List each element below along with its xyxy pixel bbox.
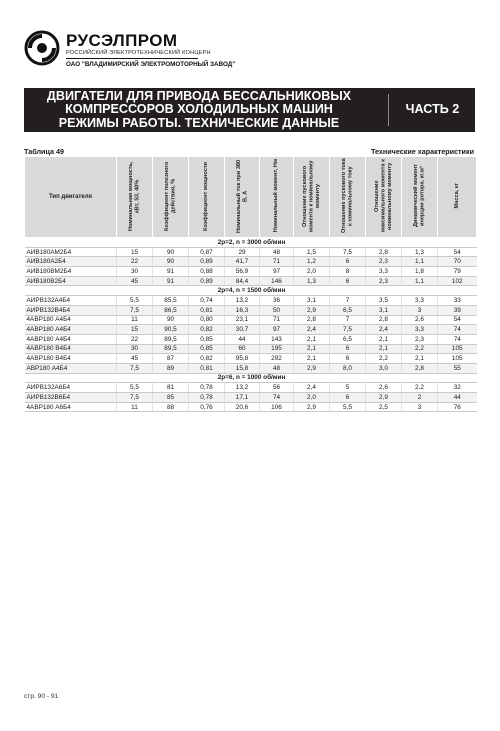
table-row	[25, 315, 477, 325]
cell-torque: 71	[260, 315, 294, 325]
header-torque: Номинальный момент, Нм	[260, 157, 294, 238]
cell-sc: 7,5	[330, 325, 366, 335]
header-power: Номинальная мощность, кВт, S3, 40%	[117, 157, 153, 238]
cell-type: АИРВ132В4Б4	[25, 305, 117, 315]
cell-mt: 2,8	[366, 315, 402, 325]
table-row	[25, 334, 477, 344]
cell-eff: 85,5	[153, 296, 189, 306]
cell-st: 2,9	[294, 402, 330, 412]
cell-type: АИВ180А2Б4	[25, 257, 117, 267]
cell-current: 41,7	[225, 257, 260, 267]
cell-pf: 0,88	[189, 267, 225, 277]
banner-title-line: РЕЖИМЫ РАБОТЫ. ТЕХНИЧЕСКИЕ ДАННЫЕ	[58, 115, 340, 130]
page-number: стр. 90 - 91	[24, 693, 59, 700]
cell-power: 30	[117, 344, 153, 354]
header-max-torque: Отношение максимального момента к номинальному моменту	[366, 157, 402, 238]
cell-in: 2,1	[402, 354, 438, 364]
cell-st: 2,1	[294, 344, 330, 354]
header-type: Тип двигателя	[25, 157, 117, 238]
cell-power: 22	[117, 334, 153, 344]
table-body	[25, 238, 477, 412]
cell-mt: 2,8	[366, 247, 402, 257]
cell-mt: 2,6	[366, 383, 402, 393]
cell-mass: 74	[438, 334, 477, 344]
cell-current: 15,8	[225, 363, 260, 373]
cell-eff: 88	[153, 402, 189, 412]
banner-title	[34, 90, 364, 130]
cell-mt: 2,3	[366, 257, 402, 267]
cell-torque: 195	[260, 344, 294, 354]
cell-power: 7,5	[117, 393, 153, 403]
cell-torque: 143	[260, 334, 294, 344]
cell-st: 2,1	[294, 334, 330, 344]
brand-name: РУСЭЛПРОМ	[66, 31, 178, 50]
cell-pf: 0,85	[189, 334, 225, 344]
cell-in: 3	[402, 305, 438, 315]
cell-mass: 32	[438, 383, 477, 393]
cell-sc: 5,5	[330, 402, 366, 412]
cell-mt: 2,4	[366, 325, 402, 335]
header-mass: Масса, кг	[438, 157, 477, 238]
cell-sc: 7	[330, 296, 366, 306]
table-row	[25, 325, 477, 335]
cell-in: 2,6	[402, 315, 438, 325]
title-banner	[24, 88, 475, 132]
cell-type: 4АВР180 В4Б4	[25, 344, 117, 354]
cell-torque: 36	[260, 296, 294, 306]
brand-divider	[66, 58, 198, 59]
cell-torque: 97	[260, 267, 294, 277]
cell-mass: 39	[438, 305, 477, 315]
table-caption: Таблица 49	[24, 147, 64, 156]
cell-pf: 0,87	[189, 247, 225, 257]
cell-pf: 0,80	[189, 315, 225, 325]
header-start-current: Отношение пускового тока к номинальному току	[330, 157, 366, 238]
cell-sc: 6,5	[330, 334, 366, 344]
header-start-torque: Отношение пускового момента к номинальному моменту	[294, 157, 330, 238]
table-row	[25, 344, 477, 354]
cell-sc: 7	[330, 315, 366, 325]
cell-st: 1,5	[294, 247, 330, 257]
cell-mt: 2,1	[366, 344, 402, 354]
cell-mass: 44	[438, 393, 477, 403]
cell-type: АВР180 А4Б4	[25, 363, 117, 373]
cell-in: 1,1	[402, 276, 438, 286]
cell-eff: 90	[153, 315, 189, 325]
cell-type: АИВ180ВМ2Б4	[25, 267, 117, 277]
cell-power: 11	[117, 315, 153, 325]
cell-eff: 85	[153, 393, 189, 403]
cell-type: АИРВ132А4Б4	[25, 296, 117, 306]
cell-mt: 3,0	[366, 363, 402, 373]
group-header-row	[25, 238, 477, 248]
table-row	[25, 267, 477, 277]
cell-pf: 0,85	[189, 344, 225, 354]
cell-st: 2,9	[294, 363, 330, 373]
cell-st: 1,3	[294, 276, 330, 286]
cell-current: 60	[225, 344, 260, 354]
table-row	[25, 257, 477, 267]
cell-pf: 0,89	[189, 276, 225, 286]
cell-current: 20,6	[225, 402, 260, 412]
cell-pf: 0,78	[189, 393, 225, 403]
table-row	[25, 247, 477, 257]
group-title: 2р=2, n = 3000 об/мин	[25, 238, 477, 248]
table-row	[25, 305, 477, 315]
cell-st: 2,4	[294, 325, 330, 335]
cell-power: 5,5	[117, 383, 153, 393]
cell-mass: 79	[438, 267, 477, 277]
ruselprom-logo-icon	[24, 30, 60, 66]
cell-in: 2,2	[402, 383, 438, 393]
cell-torque: 97	[260, 325, 294, 335]
group-title: 2р=4, n = 1500 об/мин	[25, 286, 477, 296]
table-row	[25, 296, 477, 306]
cell-mt: 2,5	[366, 402, 402, 412]
cell-st: 2,1	[294, 354, 330, 364]
cell-pf: 0,81	[189, 305, 225, 315]
cell-mass: 55	[438, 363, 477, 373]
cell-mt: 2,9	[366, 393, 402, 403]
cell-torque: 71	[260, 257, 294, 267]
cell-eff: 90	[153, 257, 189, 267]
cell-sc: 6	[330, 344, 366, 354]
banner-divider	[388, 94, 389, 126]
cell-torque: 50	[260, 305, 294, 315]
cell-type: 4АВР180 В4Б4	[25, 354, 117, 364]
cell-mass: 105	[438, 354, 477, 364]
header-current: Номинальный ток при 380 В, А	[225, 157, 260, 238]
cell-in: 1,8	[402, 267, 438, 277]
cell-current: 30,7	[225, 325, 260, 335]
cell-torque: 106	[260, 402, 294, 412]
table-header-row	[25, 157, 477, 238]
cell-type: 4АВР180 А4Б4	[25, 334, 117, 344]
table-row	[25, 402, 477, 412]
cell-mt: 2,3	[366, 276, 402, 286]
cell-power: 15	[117, 325, 153, 335]
table-row	[25, 363, 477, 373]
cell-torque: 48	[260, 363, 294, 373]
cell-st: 1,2	[294, 257, 330, 267]
cell-eff: 89,5	[153, 344, 189, 354]
cell-power: 11	[117, 402, 153, 412]
cell-power: 45	[117, 276, 153, 286]
cell-type: 4АВР180 А4Б4	[25, 325, 117, 335]
cell-mass: 70	[438, 257, 477, 267]
group-header-row	[25, 286, 477, 296]
banner-title-line: КОМПРЕССОРОВ ХОЛОДИЛЬНЫХ МАШИН	[65, 102, 333, 117]
cell-power: 45	[117, 354, 153, 364]
cell-eff: 86,5	[153, 305, 189, 315]
cell-current: 13,2	[225, 296, 260, 306]
cell-in: 1,1	[402, 257, 438, 267]
cell-current: 56,9	[225, 267, 260, 277]
cell-sc: 6	[330, 257, 366, 267]
cell-eff: 91	[153, 267, 189, 277]
cell-pf: 0,78	[189, 383, 225, 393]
cell-pf: 0,74	[189, 296, 225, 306]
cell-type: 4АВР180 А4Б4	[25, 315, 117, 325]
cell-eff: 90,5	[153, 325, 189, 335]
cell-st: 2,9	[294, 305, 330, 315]
cell-mt: 3,1	[366, 305, 402, 315]
cell-st: 2,0	[294, 393, 330, 403]
cell-mt: 2,1	[366, 334, 402, 344]
cell-sc: 6	[330, 393, 366, 403]
cell-eff: 81	[153, 383, 189, 393]
cell-pf: 0,89	[189, 257, 225, 267]
cell-current: 16,3	[225, 305, 260, 315]
group-header-row	[25, 373, 477, 383]
cell-sc: 6	[330, 276, 366, 286]
cell-current: 44	[225, 334, 260, 344]
cell-in: 2,3	[402, 334, 438, 344]
cell-st: 2,4	[294, 383, 330, 393]
cell-pf: 0,82	[189, 325, 225, 335]
table-caption-right: Технические характеристики	[370, 147, 474, 156]
table-row	[25, 354, 477, 364]
plant-name: ОАО "ВЛАДИМИРСКИЙ ЭЛЕКТРОМОТОРНЫЙ ЗАВОД"	[66, 61, 236, 68]
cell-pf: 0,82	[189, 354, 225, 364]
cell-mass: 74	[438, 325, 477, 335]
cell-torque: 74	[260, 393, 294, 403]
table-row	[25, 393, 477, 403]
cell-current: 29	[225, 247, 260, 257]
cell-mt: 3,5	[366, 296, 402, 306]
cell-in: 3,3	[402, 296, 438, 306]
cell-current: 23,1	[225, 315, 260, 325]
header-power-factor: Коэффициент мощности	[189, 157, 225, 238]
cell-sc: 7,5	[330, 247, 366, 257]
cell-mass: 54	[438, 315, 477, 325]
cell-type: АИРВ132В6Б4	[25, 393, 117, 403]
cell-sc: 6	[330, 354, 366, 364]
cell-pf: 0,76	[189, 402, 225, 412]
cell-type: 4АВР180 А6Б4	[25, 402, 117, 412]
header-efficiency: Коэффициент полезного действия, %	[153, 157, 189, 238]
cell-in: 2,2	[402, 344, 438, 354]
table-row	[25, 276, 477, 286]
cell-current: 95,8	[225, 354, 260, 364]
cell-st: 2,8	[294, 315, 330, 325]
cell-eff: 87	[153, 354, 189, 364]
cell-st: 3,1	[294, 296, 330, 306]
cell-mass: 105	[438, 344, 477, 354]
cell-pf: 0,81	[189, 363, 225, 373]
cell-eff: 89	[153, 363, 189, 373]
cell-power: 5,5	[117, 296, 153, 306]
cell-sc: 6,5	[330, 305, 366, 315]
cell-eff: 90	[153, 247, 189, 257]
cell-power: 22	[117, 257, 153, 267]
cell-mass: 102	[438, 276, 477, 286]
cell-sc: 8	[330, 267, 366, 277]
cell-mt: 3,3	[366, 267, 402, 277]
cell-torque: 146	[260, 276, 294, 286]
group-title: 2р=6, n = 1000 об/мин	[25, 373, 477, 383]
cell-in: 3	[402, 402, 438, 412]
cell-power: 7,5	[117, 305, 153, 315]
cell-sc: 8,0	[330, 363, 366, 373]
cell-type: АИРВ132А6Б4	[25, 383, 117, 393]
cell-in: 2	[402, 393, 438, 403]
cell-type: АИВ180В2Б4	[25, 276, 117, 286]
table-row	[25, 383, 477, 393]
brand-subtitle: РОССИЙСКИЙ ЭЛЕКТРОТЕХНИЧЕСКИЙ КОНЦЕРН	[66, 50, 211, 56]
cell-torque: 56	[260, 383, 294, 393]
cell-eff: 91	[153, 276, 189, 286]
cell-mt: 2,2	[366, 354, 402, 364]
cell-type: АИВ180АМ2Б4	[25, 247, 117, 257]
cell-mass: 33	[438, 296, 477, 306]
cell-torque: 48	[260, 247, 294, 257]
cell-in: 1,3	[402, 247, 438, 257]
cell-power: 30	[117, 267, 153, 277]
cell-current: 13,2	[225, 383, 260, 393]
part-label: ЧАСТЬ 2	[405, 102, 460, 116]
cell-st: 2,0	[294, 267, 330, 277]
cell-torque: 292	[260, 354, 294, 364]
cell-mass: 76	[438, 402, 477, 412]
cell-mass: 54	[438, 247, 477, 257]
company-logo	[24, 30, 324, 70]
header-inertia: Динамический момент инерции ротора, кг.м²	[402, 157, 438, 238]
banner-title-line: ДВИГАТЕЛИ ДЛЯ ПРИВОДА БЕССАЛЬНИКОВЫХ	[46, 89, 352, 103]
cell-current: 17,1	[225, 393, 260, 403]
cell-current: 84,4	[225, 276, 260, 286]
cell-sc: 5	[330, 383, 366, 393]
cell-in: 3,3	[402, 325, 438, 335]
cell-eff: 89,5	[153, 334, 189, 344]
specs-table	[24, 156, 477, 412]
cell-power: 7,5	[117, 363, 153, 373]
cell-power: 15	[117, 247, 153, 257]
cell-in: 2,8	[402, 363, 438, 373]
